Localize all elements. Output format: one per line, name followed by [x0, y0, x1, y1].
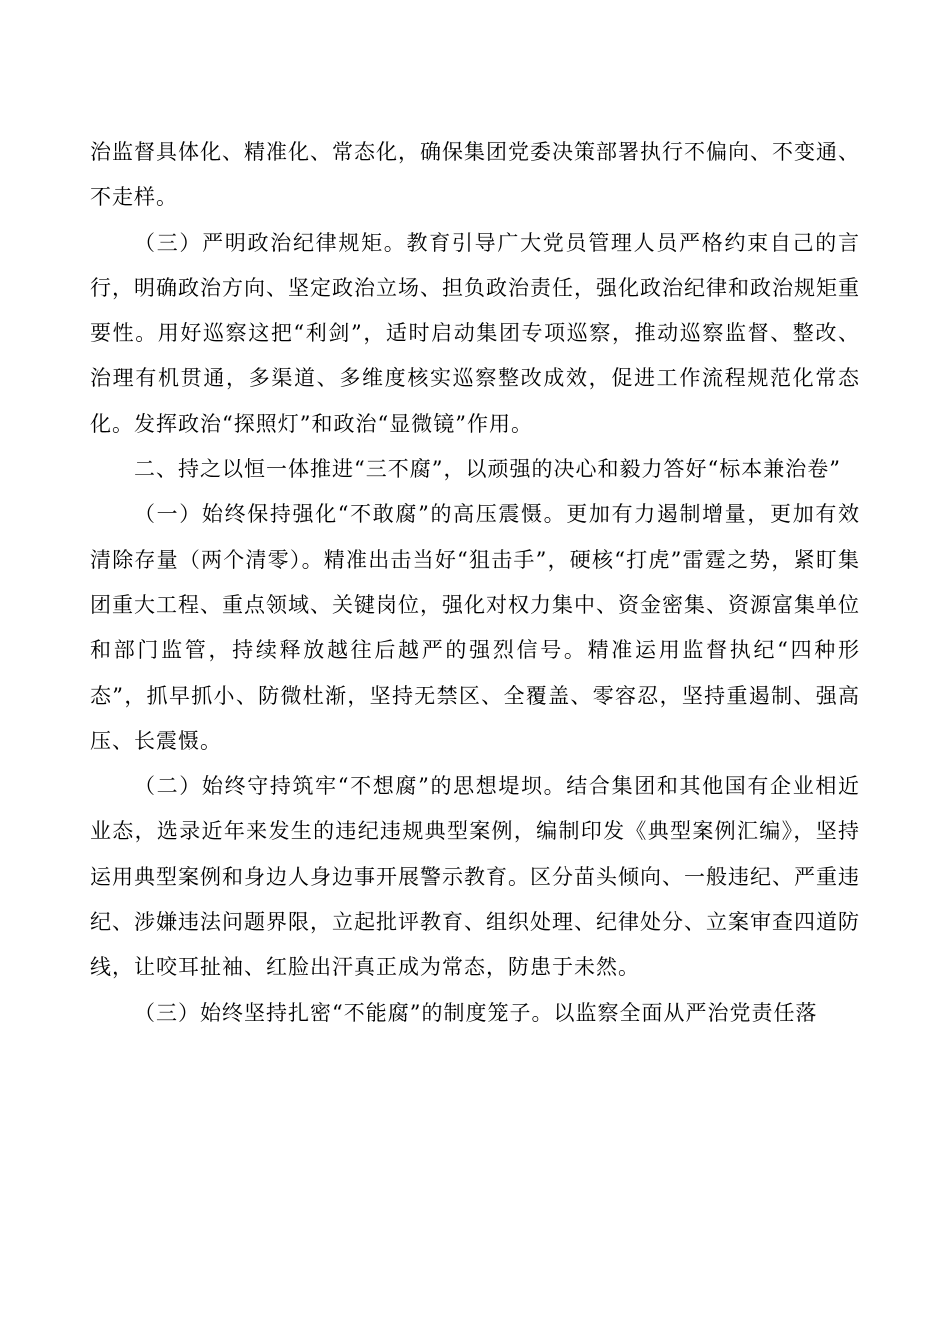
section-heading-three-no-corruption: 二、持之以恒一体推进“三不腐”，以顽强的决心和毅力答好“标本兼治卷” — [134, 457, 841, 482]
paragraph-continuation: 治监督具体化、精准化、常态化，确保集团党委决策部署执行不偏向、不变通、不走样。 — [90, 140, 860, 210]
paragraph-dare-not-corrupt: （一）始终保持强化“不敢腐”的高压震慑。更加有力遏制增量，更加有效清除存量（两个清零）。精准出击当好“狙击手”，硬核“打虎”雷霆之势，紧盯集团重大工程、重点领域、关键岗位，强化对权力集中、资金密集、资源富集单位和部门监管，持续释放越往后越严的强烈信号。精准运用监督执纪“四种形态”，抓早抓小、防微杜渐，坚持无禁区、全覆盖、零容忍，坚持重遏制、强高压、长震慑。 — [90, 502, 860, 753]
paragraph-not-want-corrupt: （二）始终守持筑牢“不想腐”的思想堤坝。结合集团和其他国有企业相近业态，选录近年来发生的违纪违规典型案例，编制印发《典型案例汇编》，坚持运用典型案例和身边人身边事开展警示教育。区分苗头倾向、一般违纪、严重违纪、涉嫌违法问题界限，立起批评教育、组织处理、纪律处分、立案审查四道防线，让咬耳扯袖、红脸出汗真正成为常态，防患于未然。 — [90, 774, 860, 980]
paragraph-cannot-corrupt: （三）始终坚持扎密“不能腐”的制度笼子。以监察全面从严治党责任落 — [134, 1000, 818, 1025]
paragraph-political-discipline: （三）严明政治纪律规矩。教育引导广大党员管理人员严格约束自己的言行，明确政治方向、坚定政治立场、担负政治责任，强化政治纪律和政治规矩重要性。用好巡察这把“利剑”，适时启动集团专项巡察，推动巡察监督、整改、治理有机贯通，多渠道、多维度核实巡察整改成效，促进工作流程规范化常态化。发挥政治“探照灯”和政治“显微镜”作用。 — [90, 230, 860, 436]
